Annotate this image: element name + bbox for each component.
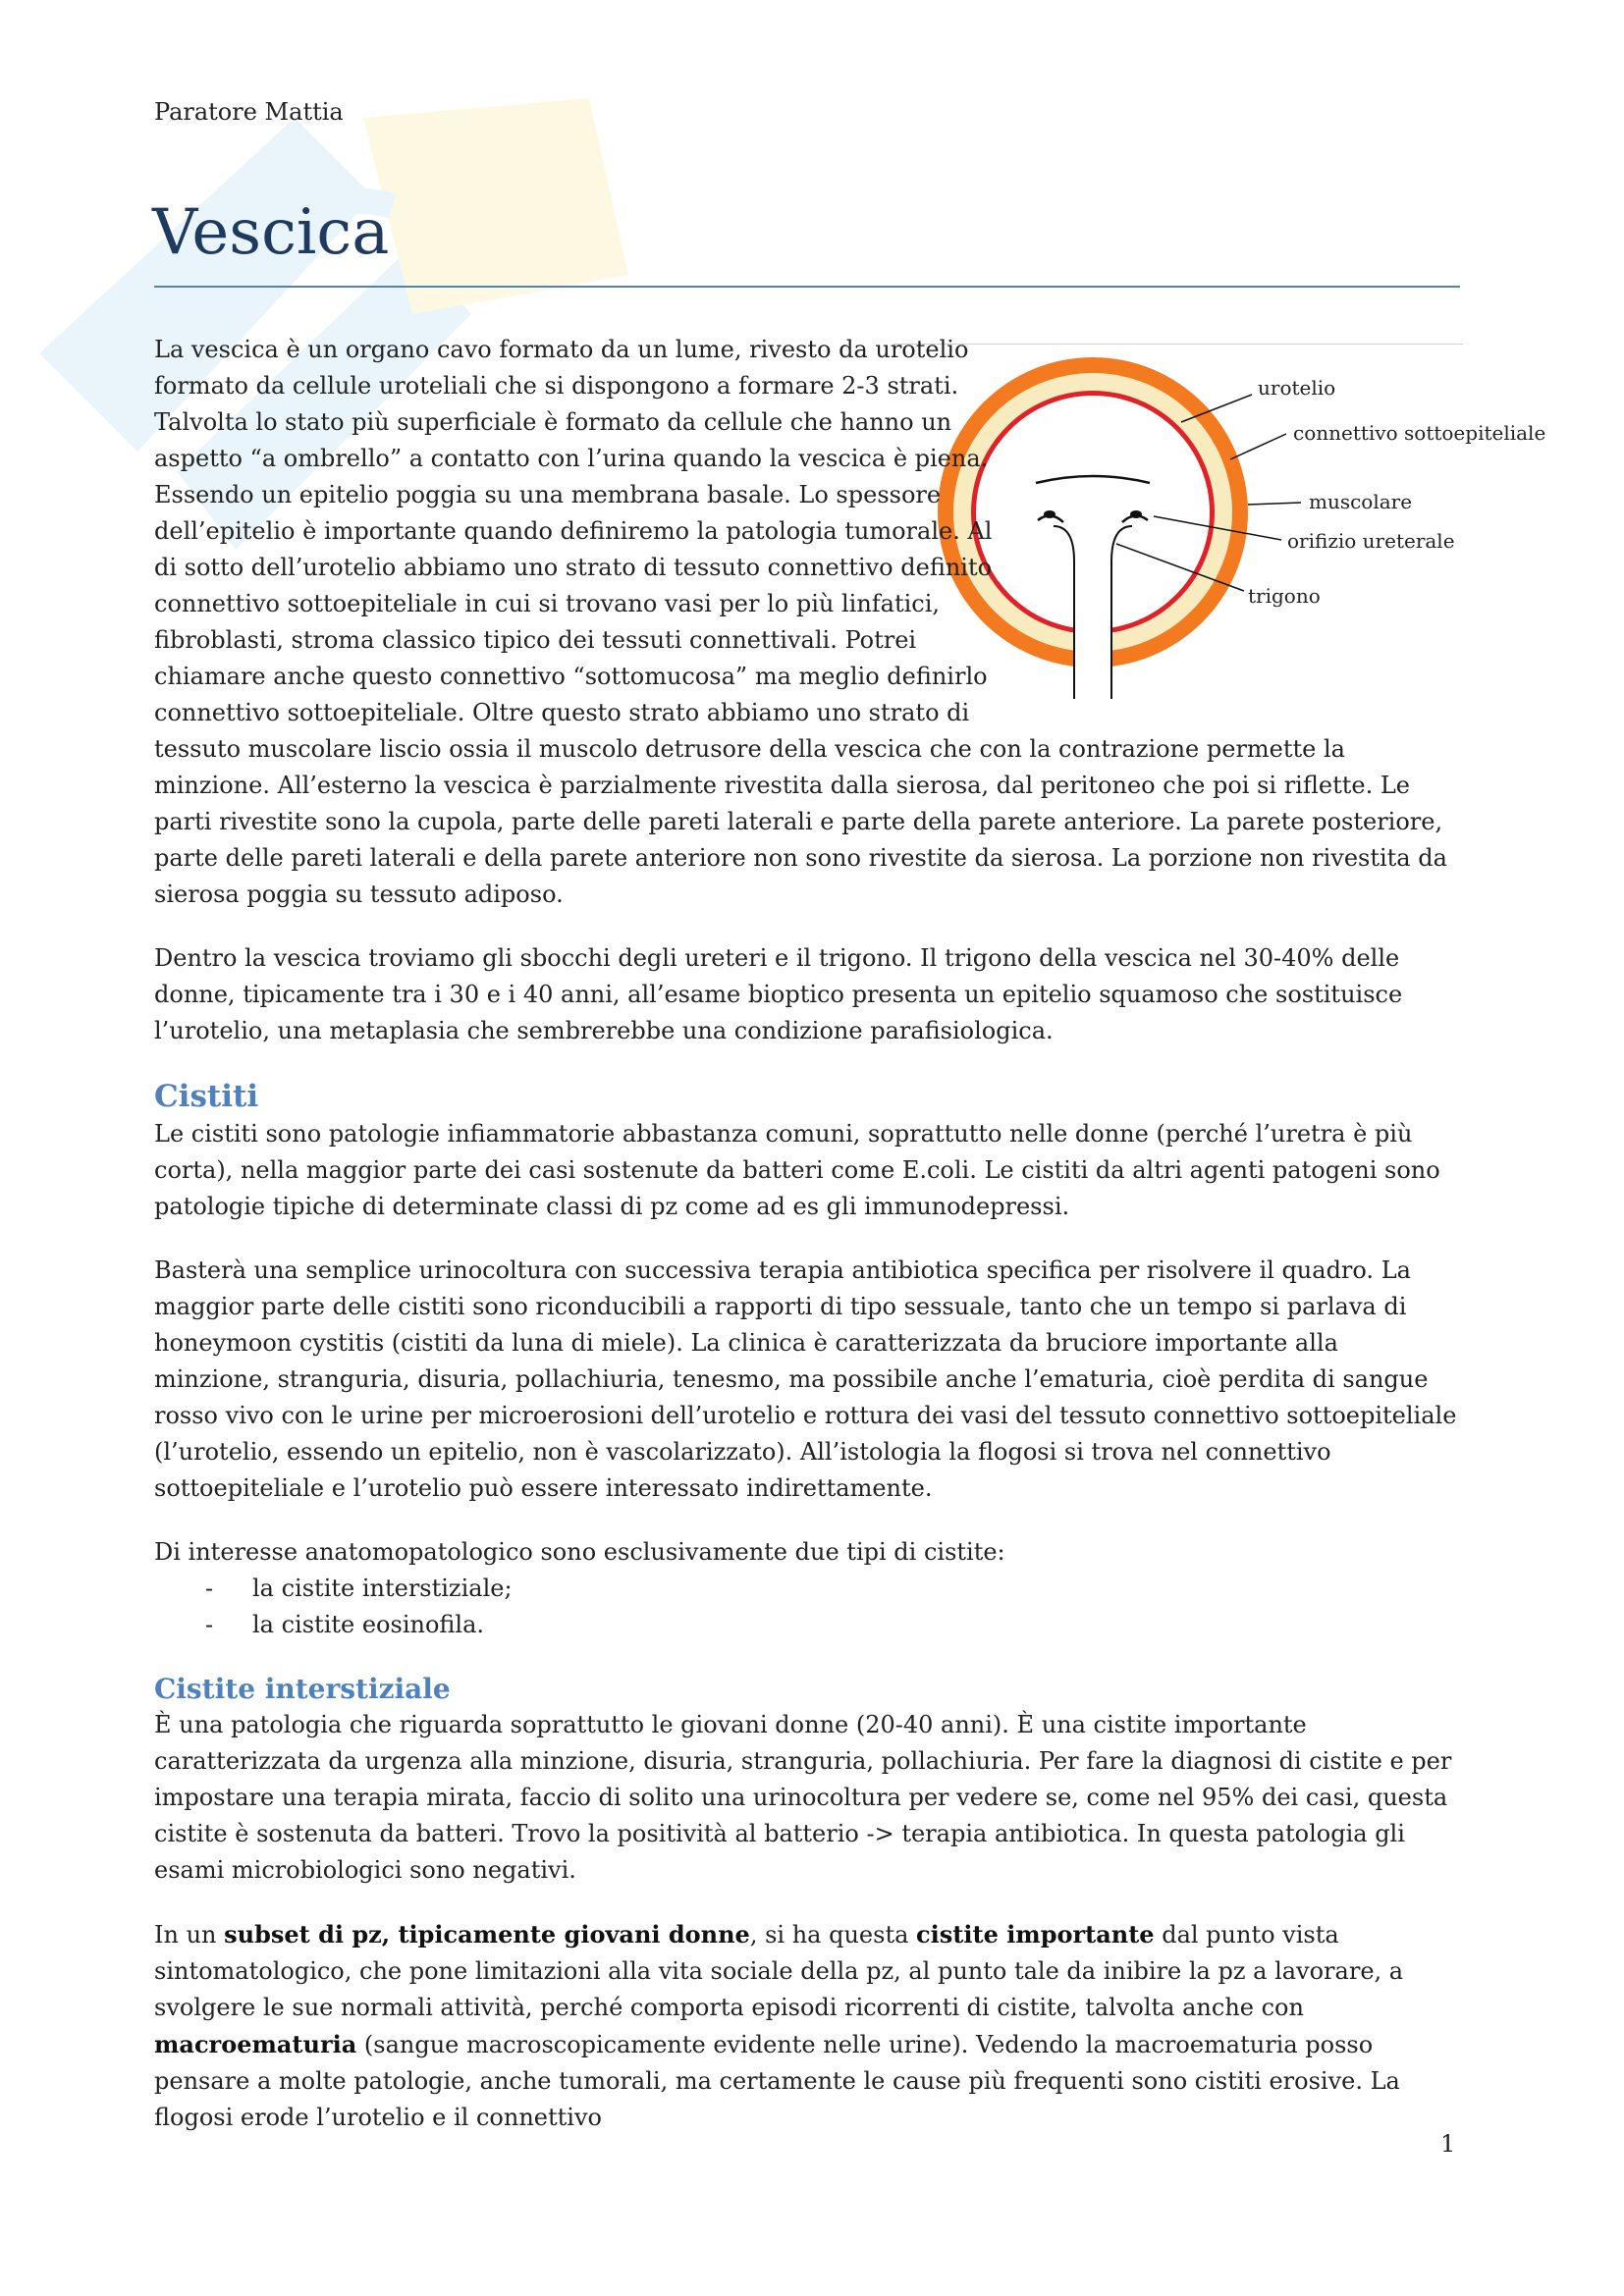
intro-paragraph-1: La vescica è un organo cavo formato da un lume, rivesto da urotelio formato da cellule uroteliali che si dispongono a formare 2-3 strati. Talvolta lo stato più superficiale è formato da cellule che hanno un aspetto “a ombrello” a contatto con l’urina quando la vescica è piena. Essendo un epitelio poggia su una membrana basale. Lo spessore dell’epitelio è importante quando definiremo la patologia tumorale. Al di sotto dell’urotelio abbiamo uno strato di tessuto connettivo definito connettivo sottoepiteliale in cui si trovano vasi per lo più linfatici, fibroblasti, stroma classico tipico dei tessuti connettivali. Potrei chiamare anche questo connettivo “sottomucosa” ma meglio definirlo connettivo sottoepiteliale. Oltre questo strato abbiamo uno strato di tessuto muscolare liscio ossia il muscolo detrusore della vescica che con la contrazione permette la minzione. All’esterno la vescica è parzialmente rivestita dalla sierosa, dal peritoneo che poi si riflette. Le parti rivestite sono la cupola, parte delle pareti laterali e parte della parete anteriore. La parete posteriore, parte delle pareti laterali e della parete anteriore non sono rivestite da sierosa. La porzione non rivestita da sierosa poggia su tessuto adiposo. [154,336,1447,908]
interstiziale-paragraph-2 [154,1916,1460,2136]
bold-text: cistite importante [916,1920,1155,1949]
text-run: , si ha questa [749,1921,917,1949]
text-run: dal punto vista sintomatologico, che pone limitazioni alla vita sociale della pz, al punto tale da inibire la pz a lavorare, a svolgere le sue normali attività, perché comporta episodi ricorrenti di cistite, talvolta anche con [154,1921,1404,2021]
bold-text: macroematuria [154,2030,357,2058]
page-title: Vescica [152,196,390,269]
subsection-heading-interstiziale: Cistite interstiziale [154,1673,451,1705]
figure-float-space [1018,332,1460,697]
cistiti-paragraph-1: Le cistiti sono patologie infiammatorie abbastanza comuni, soprattutto nelle donne (perché l’uretra è più corta), nella maggior parte dei casi sostenute da batteri come E.coli. Le cistiti da altri agenti patogeni sono patologie tipiche di determinate classi di pz come ad es gli immunodepressi. [154,1120,1440,1220]
label-trigono: trigono [1248,584,1321,608]
section-heading-cistiti: Cistiti [154,1079,259,1114]
list-dash: - [205,1575,214,1602]
cistiti-paragraph-2: Basterà una semplice urinocoltura con successiva terapia antibiotica specifica per risolvere il quadro. La maggior parte delle cistiti sono riconducibili a rapporti di tipo sessuale, tanto che un tempo si parlava di honeymoon cystitis (cistiti da luna di miele). La clinica è caratterizzata da bruciore importante alla minzione, stranguria, disuria, pollachiuria, tenesmo, ma possibile anche l’ematuria, cioè perdita di sangue rosso vivo con le urine per microerosioni dell’urotelio e rottura dei vasi del tessuto connettivo sottoepiteliale (l’urotelio, essendo un epitelio, non è vascolarizzato). All’istologia la flogosi si trova nel connettivo sottoepiteliale e l’urotelio può essere interessato indirettamente. [154,1256,1457,1502]
bold-text: subset di pz, tipicamente giovani donne [224,1920,750,1949]
document-body [154,332,1460,2163]
list-item [154,1571,1460,1607]
page-number: 1 [1440,2130,1456,2158]
label-connettivo: connettivo sottoepiteliale [1293,421,1546,445]
intro-paragraph-2: Dentro la vescica troviamo gli sbocchi degli ureteri e il trigono. Il trigono della vescica nel 30-40% delle donne, tipicamente tra i 30 e i 40 anni, all’esame bioptico presenta un epitelio squamoso che sostituisce l’urotelio, una metaplasia che sembrerebbe una condizione parafisiologica. [154,944,1403,1044]
author-name: Paratore Mattia [154,98,344,126]
title-divider [154,286,1460,288]
cistiti-type-list [154,1571,1460,1643]
label-muscolare: muscolare [1309,490,1413,513]
list-item-text: la cistite eosinofila. [252,1611,485,1638]
list-dash: - [205,1611,214,1638]
text-run: (sangue macroscopicamente evidente nelle urine). Vedendo la macroematuria posso pensare a molte patologie, anche tumorali, ma certamente le cause più frequenti sono cistiti erosive. La flogosi erode l’urotelio e il connettivo [154,2031,1400,2131]
cistiti-paragraph-3: Di interesse anatomopatologico sono esclusivamente due tipi di cistite: [154,1538,1005,1566]
label-urotelio: urotelio [1258,376,1336,400]
text-run: In un [154,1921,225,1949]
list-item-text: la cistite interstiziale; [252,1575,513,1602]
interstiziale-paragraph-1: È una patologia che riguarda soprattutto le giovani donne (20-40 anni). È una cistite importante caratterizzata da urgenza alla minzione, disuria, stranguria, pollachiuria. Per fare la diagnosi di cistite e per impostare una terapia mirata, faccio di solito una urinocoltura per vedere se, come nel 95% dei casi, questa cistite è sostenuta da batteri. Trovo la positività al batterio -> terapia antibiotica. In questa patologia gli esami microbiologici sono negativi. [154,1711,1452,1884]
list-item [154,1607,1460,1643]
label-orifizio: orifizio ureterale [1287,529,1455,553]
